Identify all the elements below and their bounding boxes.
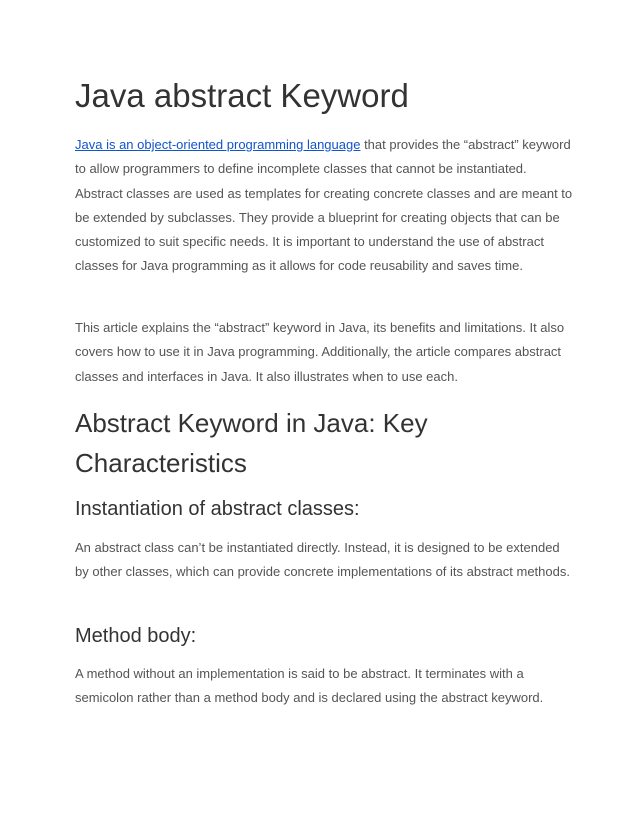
- section-heading: Abstract Keyword in Java: Key Characteristics: [75, 408, 428, 478]
- subsection-text-method-body: A method without an implementation is said to be abstract. It terminates with a semicolon rather than a method body and is declared using the abstract keyword.: [75, 666, 544, 706]
- intro-paragraph: [75, 133, 575, 279]
- subsection-heading-instantiation: Instantiation of abstract classes:: [75, 498, 360, 520]
- java-oop-link[interactable]: Java is an object-oriented programming language: [75, 137, 361, 152]
- subsection-heading-method-body: Method body:: [75, 625, 197, 647]
- page-title: Java abstract Keyword: [75, 77, 409, 114]
- intro-text: that provides the “abstract” keyword to allow programmers to define incomplete classes that cannot be instantiated. Abstract classes are used as templates for creating concrete classes and are meant to be extended by subclasses. They provide a blueprint for creating objects that can be customized to suit specific needs. It is important to understand the use of abstract classes for Java programming as it allows for code reusability and saves time.: [75, 137, 573, 274]
- subsection-text-instantiation: An abstract class can’t be instantiated directly. Instead, it is designed to be extended by other classes, which can provide concrete implementations of its abstract methods.: [75, 540, 570, 580]
- overview-paragraph: This article explains the “abstract” keyword in Java, its benefits and limitations. It also covers how to use it in Java programming. Additionally, the article compares abstract classes and interfaces in Java. It also illustrates when to use each.: [75, 320, 565, 384]
